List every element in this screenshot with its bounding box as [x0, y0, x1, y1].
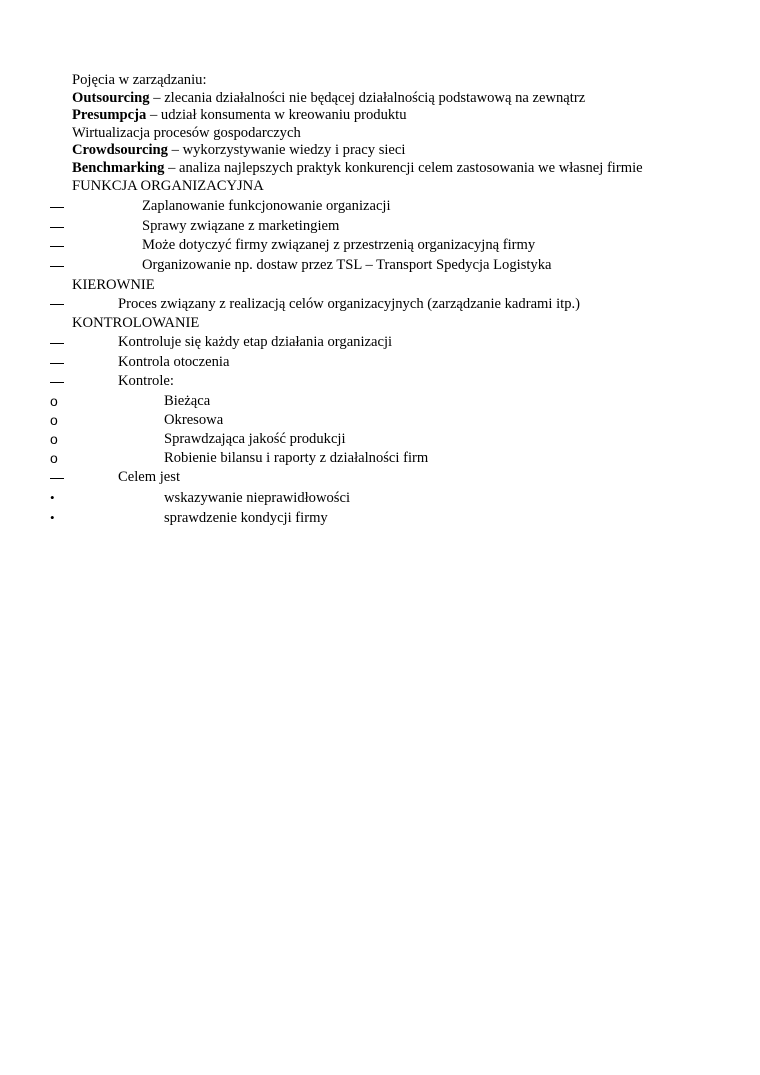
dash-marker [50, 207, 64, 208]
circle-bullet-icon: o [50, 392, 58, 409]
dash-marker [50, 363, 64, 364]
bullet-icon: • [50, 489, 55, 505]
list-item-text: wskazywanie nieprawidłowości [164, 489, 351, 506]
dash-marker [50, 304, 64, 305]
definition-text: Wirtualizacja procesów gospodarczych [72, 124, 301, 141]
list-item [72, 353, 692, 373]
dash-marker [50, 246, 64, 247]
list-item [50, 411, 692, 430]
kierownie-list [72, 295, 692, 315]
dash-marker [50, 343, 64, 344]
definition-text: – zlecania działalności nie będącej działalnością podstawową na zewnątrz [149, 89, 586, 106]
list-item-text: Zaplanowanie funkcjonowanie organizacji [142, 198, 391, 215]
list-item [72, 256, 692, 276]
definition-crowdsourcing [72, 142, 692, 160]
list-item [72, 197, 692, 217]
document-body [50, 72, 692, 528]
section-heading-funkcja: FUNKCJA ORGANIZACYJNA [72, 177, 264, 194]
list-item-text: Organizowanie np. dostaw przez TSL – Transport Spedycja Logistyka [142, 256, 552, 273]
list-item [50, 488, 692, 508]
definition-term: Benchmarking [72, 159, 165, 176]
circle-bullet-icon: o [50, 449, 58, 466]
list-item-text: Bieżąca [164, 392, 211, 409]
definition-text: – analiza najlepszych praktyk konkurencji celem zastosowania we własnej firmie [164, 159, 643, 176]
list-item-text: Może dotyczyć firmy związanej z przestrzenią organizacyjną firmy [142, 237, 536, 254]
definition-presumpcja [72, 107, 692, 125]
circle-bullet-icon: o [50, 430, 58, 447]
section-heading-kontrolowanie: KONTROLOWANIE [72, 315, 200, 332]
definition-term: Outsourcing [72, 89, 150, 106]
definition-text: – wykorzystywanie wiedzy i pracy sieci [167, 142, 406, 159]
list-item-text: Proces związany z realizacją celów organizacyjnych (zarządzanie kadrami itp.) [118, 295, 581, 312]
definition-outsourcing [72, 90, 692, 108]
cel-list [72, 468, 692, 488]
circle-bullet-icon: o [50, 411, 58, 428]
kontrole-sublist [50, 392, 692, 468]
list-item-text: Kontroluje się każdy etap działania organizacji [118, 334, 393, 351]
list-item [50, 392, 692, 411]
list-item-text: Sprawdzająca jakość produkcji [164, 430, 346, 447]
list-item [72, 372, 692, 392]
dash-marker [50, 266, 64, 267]
list-item [50, 449, 692, 468]
dash-marker [50, 478, 64, 479]
kontrolowanie-list [72, 333, 692, 392]
list-item [72, 295, 692, 315]
definition-benchmarking [72, 160, 692, 178]
dash-marker [50, 227, 64, 228]
cel-sublist [50, 488, 692, 528]
list-item [50, 508, 692, 528]
list-item [72, 217, 692, 237]
list-item-text: Okresowa [164, 411, 224, 428]
definition-text: – udział konsumenta w kreowaniu produktu [146, 107, 407, 124]
list-item-text: sprawdzenie kondycji firmy [164, 509, 328, 526]
funkcja-list [72, 197, 692, 275]
intro-line: Pojęcia w zarządzaniu: [72, 72, 207, 88]
bullet-icon: • [50, 509, 55, 525]
list-item [72, 236, 692, 256]
section-heading-kierownie: KIEROWNIE [72, 276, 155, 293]
list-item [50, 430, 692, 449]
definition-term: Presumpcja [72, 107, 147, 124]
list-item [72, 333, 692, 353]
list-item-text: Kontrole: [118, 373, 174, 390]
list-item-text: Sprawy związane z marketingiem [142, 217, 340, 234]
list-item [72, 468, 692, 488]
list-item-text: Celem jest [118, 468, 181, 485]
definition-wirtualizacja [72, 125, 692, 143]
definition-term: Crowdsourcing [72, 142, 168, 159]
list-item-text: Kontrola otoczenia [118, 353, 230, 370]
dash-marker [50, 382, 64, 383]
list-item-text: Robienie bilansu i raporty z działalności firm [164, 449, 429, 466]
